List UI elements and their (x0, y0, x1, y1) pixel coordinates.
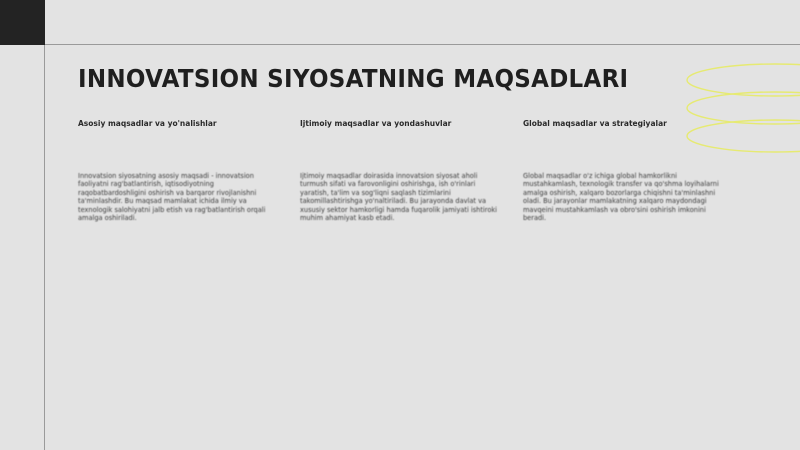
top-divider (45, 44, 800, 45)
column-heading: Asosiy maqsadlar va yo'nalishlar (78, 119, 217, 128)
column-main-goals (78, 119, 278, 222)
column-body-text: Ijtimoiy maqsadlar doirasida innovatsion siyosat aholi turmush sifati va farovonligini oshirishga, ish o'rinlari yaratish, ta'lim va sog'liqni saqlash tizimlarini takomillashtirishga yo'naltiriladi. Bu jarayonda davlat va xususiy sektor hamkorligi hamda fuqarolik jamiyati ishtiroki muhim ahamiyat kasb etadi. (300, 172, 498, 223)
column-social-goals (300, 119, 500, 222)
corner-block (0, 0, 45, 45)
column-global-goals (523, 119, 723, 222)
column-heading: Global maqsadlar va strategiyalar (523, 119, 667, 128)
column-heading: Ijtimoiy maqsadlar va yondashuvlar (300, 119, 452, 128)
column-body-text: Innovatsion siyosatning asosiy maqsadi - innovatsion faoliyatni rag'batlantirish, iqtisodiyotning raqobatbardoshligini oshirish va barqaror rivojlanishni ta'minlashdir. Bu maqsad mamlakat ichida ilmiy va texnologik salohiyatni jalb etish va rag'batlantirish orqali amalga oshiriladi. (78, 172, 266, 223)
column-body-text: Global maqsadlar o'z ichiga global hamkorlikni mustahkamlash, texnologik transfer va qo'shma loyihalarni amalga oshirish, xalqaro bozorlarga chiqishni ta'minlashni oladi. Bu jarayonlar mamlakatning xalqaro maydondagi mavqeini mustahkamlash va obro'sini oshirish imkonini beradi. (523, 172, 719, 223)
left-divider (44, 45, 45, 450)
slide-title: INNOVATSION SIYOSATNING MAQSADLARI (78, 64, 629, 93)
